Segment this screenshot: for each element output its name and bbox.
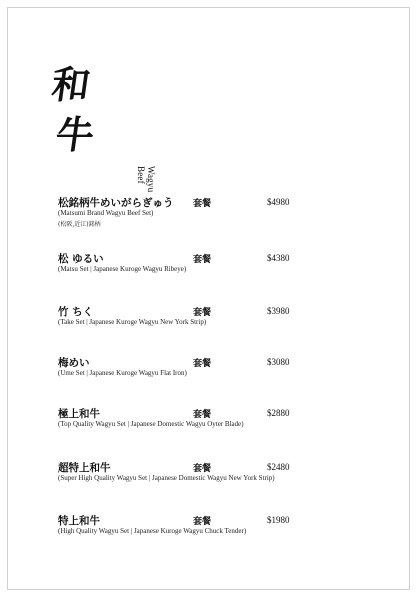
- item-price: $4980: [267, 197, 290, 207]
- item-description: (Super High Quality Wagyu Set | Japanese Domestic Wagyu New York Strip): [58, 474, 275, 482]
- item-price: $3980: [267, 306, 290, 316]
- item-name: 松銘柄牛めいがらぎゅう: [58, 197, 174, 209]
- item-name: 特上和牛: [58, 515, 100, 527]
- item-price: $2880: [267, 408, 290, 418]
- item-name: 松 ゆるい: [58, 253, 104, 265]
- item-description: (Take Set | Japanese Kuroge Wagyu New York Strip): [58, 318, 207, 326]
- item-set-label: 套餐: [193, 255, 212, 265]
- item-set-label: 套餐: [193, 410, 212, 420]
- item-description: (Top Quality Wagyu Set | Japanese Domestic Wagyu Oyter Blade): [58, 420, 244, 428]
- item-price: $1980: [267, 515, 290, 525]
- item-price: $3080: [267, 357, 290, 367]
- item-set-label: 套餐: [193, 359, 212, 369]
- item-set-label: 套餐: [193, 517, 212, 527]
- item-note: (松阪,近江)銘柄: [58, 221, 101, 228]
- item-name: 極上和牛: [58, 408, 100, 420]
- item-description: (Ume Set | Japanese Kuroge Wagyu Flat Iron): [58, 369, 187, 377]
- item-name: 竹 ちく: [58, 306, 94, 318]
- item-set-label: 套餐: [193, 199, 212, 209]
- title-english: Wagyu Beef: [136, 166, 156, 193]
- item-set-label: 套餐: [193, 308, 212, 318]
- item-price: $2480: [267, 462, 290, 472]
- item-name: 梅めい: [58, 357, 90, 369]
- item-description: (Matsumi Brand Wagyu Beef Set): [58, 209, 154, 217]
- menu-title: [48, 62, 156, 193]
- title-kanji-gyu: 牛: [52, 112, 98, 157]
- item-price: $4380: [267, 253, 290, 263]
- item-description: (High Quality Wagyu Set | Japanese Kuroge Wagyu Chuck Tender): [58, 527, 247, 535]
- item-set-label: 套餐: [193, 464, 212, 474]
- item-description: (Matsu Set | Japanese Kuroge Wagyu Ribeye): [58, 265, 187, 273]
- title-kanji-wa: 和: [48, 62, 94, 107]
- item-name: 超特上和牛: [58, 462, 111, 474]
